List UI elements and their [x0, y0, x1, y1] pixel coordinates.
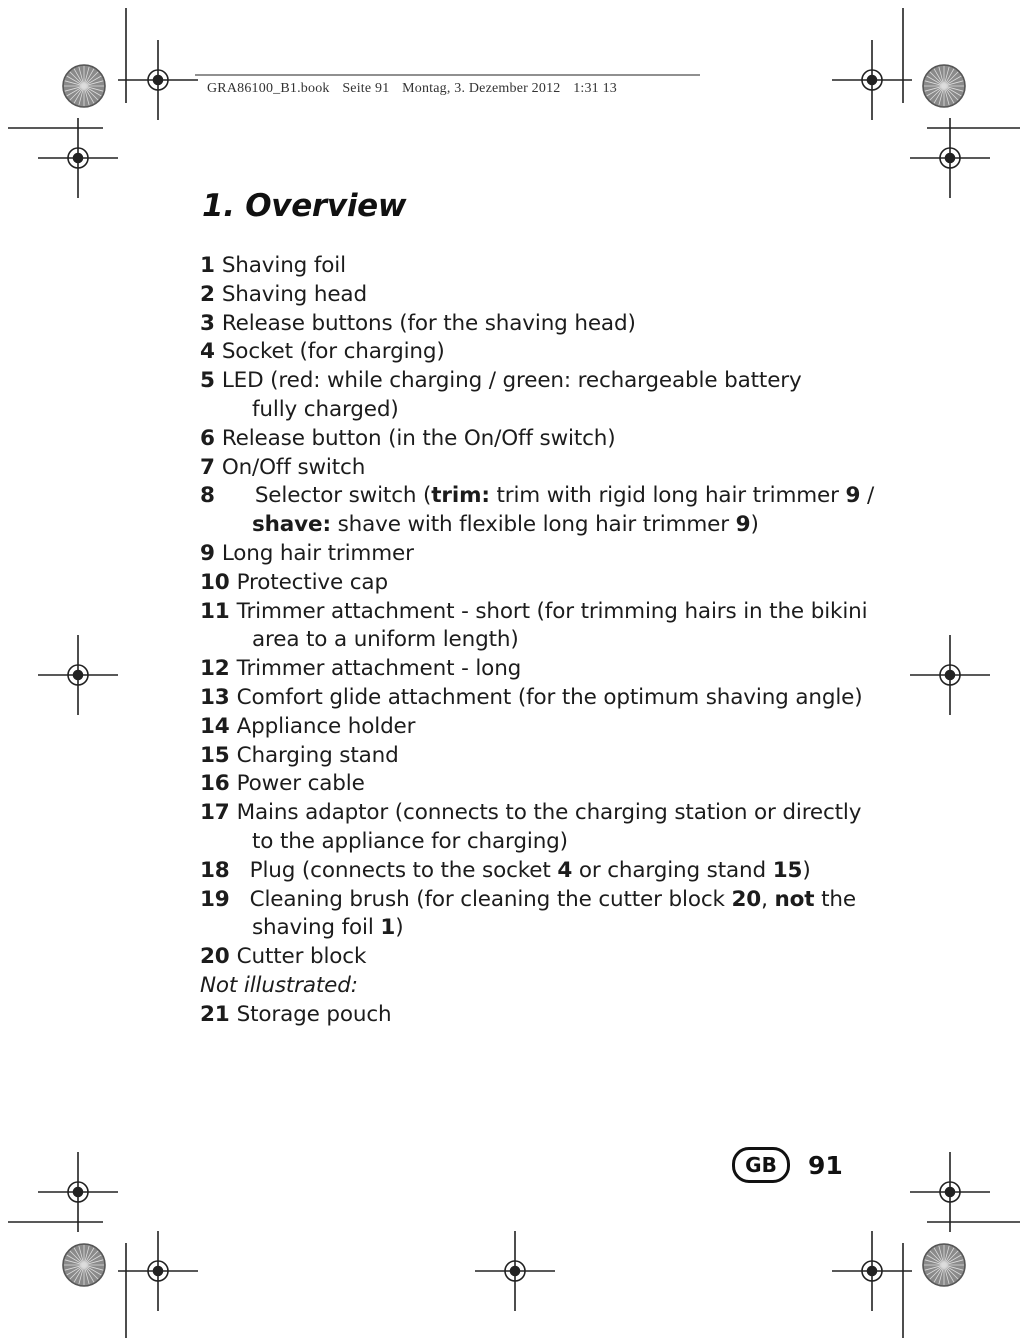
list-item [200, 886, 860, 944]
not-illustrated-note: Not illustrated: [200, 972, 358, 998]
list-item [200, 857, 860, 886]
item-text: Trimmer attachment - short (for trimming hairs in the bikini [236, 598, 868, 624]
item-text: ) [802, 857, 811, 883]
list-item [200, 338, 860, 367]
registration-dot [511, 1267, 520, 1276]
item-text: Release buttons (for the shaving head) [221, 310, 636, 336]
section-heading: 1. Overview [202, 188, 407, 224]
item-number: 15 [200, 742, 230, 768]
item-text: , [761, 886, 775, 912]
list-item [200, 684, 863, 713]
item-number: 10 [200, 569, 230, 595]
item-keyword: trim: [431, 483, 490, 509]
registration-dot [868, 1267, 877, 1276]
item-number: 1 [200, 253, 215, 278]
item-number: 14 [200, 713, 230, 739]
item-text: Socket (for charging) [221, 339, 445, 365]
registration-dot [74, 671, 83, 680]
item-text-continuation: area to a uniform length) [252, 627, 519, 653]
list-item [200, 770, 860, 799]
registration-dot [868, 76, 877, 85]
item-text: Long hair trimmer [221, 540, 414, 566]
list-item [200, 713, 860, 742]
print-header-file: GRA86100_B1.book [207, 81, 330, 96]
registration-dot [154, 76, 163, 85]
list-item [200, 367, 860, 425]
item-text: Appliance holder [236, 713, 416, 739]
item-text: LED (red: while charging / green: rechargeable battery [221, 368, 802, 394]
item-text: ) [750, 512, 759, 538]
item-number: 2 [200, 281, 215, 307]
list-item [200, 425, 860, 454]
item-text: Charging stand [236, 742, 399, 768]
item-text: ) [395, 915, 404, 941]
registration-dot [74, 154, 83, 163]
item-text-continuation: fully charged) [252, 396, 399, 422]
item-number: 19 [200, 886, 230, 912]
item-text: or charging stand [572, 857, 773, 883]
item-number: 3 [200, 310, 215, 336]
item-text: Plug (connects to the socket [249, 857, 558, 883]
print-header-time: 1:31 13 [573, 81, 617, 96]
item-number: 5 [200, 368, 215, 394]
item-number: 6 [200, 425, 215, 451]
item-text: Mains adaptor (connects to the charging station or directly [236, 800, 862, 826]
list-item [200, 281, 860, 310]
item-number: 11 [200, 598, 230, 624]
item-number: 13 [200, 684, 230, 710]
item-number: 7 [200, 454, 215, 480]
item-text: Protective cap [236, 569, 388, 595]
item-text: shaving foil [252, 915, 381, 941]
list-item [200, 569, 860, 598]
print-header-page: Seite 91 [342, 81, 390, 96]
item-text: Comfort glide attachment (for the optimum shaving angle) [236, 684, 863, 710]
item-text: Shaving foil [221, 253, 346, 278]
list-item [200, 742, 860, 771]
registration-dot [946, 1188, 955, 1197]
item-text: shave with flexible long hair trimmer [330, 512, 736, 538]
item-number: 18 [200, 857, 230, 883]
item-number: 20 [200, 944, 230, 970]
item-text: Release button (in the On/Off switch) [221, 425, 616, 451]
item-text: On/Off switch [221, 454, 366, 480]
item-text: Cleaning brush (for cleaning the cutter block [249, 886, 732, 912]
list-note [200, 972, 860, 1001]
item-text: Selector switch ( [254, 483, 432, 509]
item-text-continuation: to the appliance for charging) [252, 828, 568, 854]
item-text: Trimmer attachment - long [236, 656, 522, 682]
list-item [200, 655, 860, 684]
list-item [200, 454, 860, 483]
registration-dot [154, 1267, 163, 1276]
item-reference: 4 [557, 857, 573, 883]
item-number: 8 [200, 483, 215, 509]
item-reference: 20 [731, 886, 762, 912]
item-text: / [860, 483, 875, 509]
list-item [200, 1001, 860, 1030]
item-reference: 9 [845, 483, 861, 509]
language-badge: GB [732, 1147, 790, 1183]
item-text: Shaving head [221, 281, 367, 307]
print-header [207, 81, 626, 97]
item-text: Storage pouch [236, 1001, 392, 1027]
item-text: the [814, 886, 856, 912]
registration-dot [946, 154, 955, 163]
item-reference: 1 [380, 915, 396, 941]
item-emphasis: not [774, 886, 815, 912]
list-item [200, 799, 860, 857]
item-number: 12 [200, 656, 230, 682]
list-item [200, 540, 860, 569]
item-number: 9 [200, 540, 215, 566]
list-item [200, 482, 875, 540]
print-header-date: Montag, 3. Dezember 2012 [402, 81, 561, 96]
item-number: 17 [200, 800, 230, 826]
parts-list [200, 252, 875, 1030]
item-reference: 9 [735, 512, 751, 538]
registration-dot [74, 1188, 83, 1197]
item-number: 21 [200, 1001, 230, 1027]
item-keyword: shave: [252, 512, 331, 538]
registration-dot [946, 671, 955, 680]
item-text: trim with rigid long hair trimmer [489, 483, 846, 509]
item-number: 4 [200, 339, 215, 365]
list-item [200, 598, 868, 656]
item-number: 16 [200, 771, 230, 797]
page-footer [732, 1147, 843, 1183]
list-item [200, 943, 860, 972]
page-number: 91 [808, 1150, 843, 1180]
item-text: Cutter block [236, 944, 367, 970]
list-item [200, 310, 860, 339]
item-reference: 15 [772, 857, 803, 883]
item-text: Power cable [236, 771, 365, 797]
list-item [200, 252, 860, 281]
